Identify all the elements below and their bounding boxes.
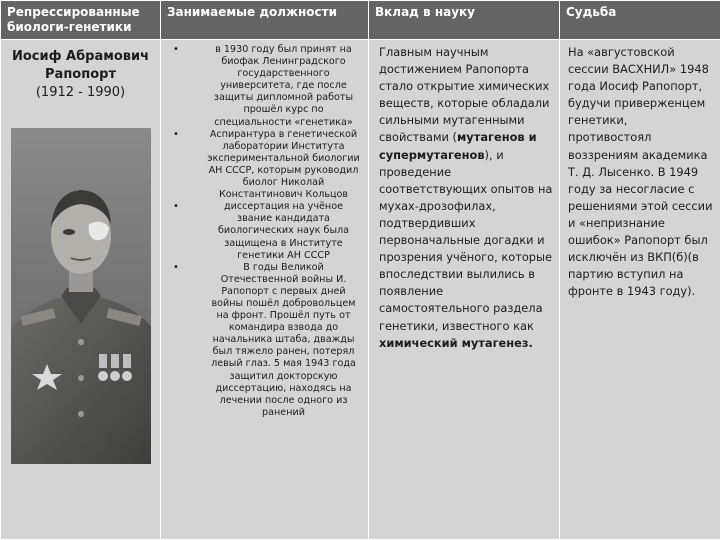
person-years: (1912 - 1990) bbox=[35, 85, 126, 100]
person-name: Иосиф Абрамович Рапопорт bbox=[11, 49, 150, 82]
fate-cell bbox=[560, 40, 720, 540]
science-bold-term: химический мутагенез. bbox=[379, 335, 533, 350]
header-geneticists: Репрессированные биологи-генетики bbox=[1, 1, 161, 40]
science-cell bbox=[369, 40, 560, 540]
list-item: • В годы Великой Отечественной войны И. Рапопорт с первых дней войны пошёл добровольцем на фронт. Прошёл путь от командира взвода до начальника штаба, дважды был тяжело ранен, потерял левый глаз. 5 мая 1943 года защитил докторскую диссертацию, находясь на лечении после одного из ранений bbox=[205, 262, 362, 419]
science-text bbox=[369, 40, 559, 352]
header-fate: Судьба bbox=[560, 1, 720, 40]
fate-text: На «августовской сессии ВАСХНИЛ» 1948 года Иосиф Рапопорт, будучи приверженцем генетики, противостоял воззрениям академика Т. Д. Лысенко. В 1949 году за несогласие с решениями этой сессии и «непризнание ошибок» Рапопорт был исключён из ВКП(б)(в партию вступил на фронте в 1943 году). bbox=[568, 45, 713, 299]
positions-cell bbox=[161, 40, 369, 540]
list-item: • диссертация на учёное звание кандидата биологических наук была защищена в Институте генетики АН СССР bbox=[205, 201, 362, 261]
header-row bbox=[1, 1, 720, 40]
list-item: • Аспирантура в генетической лаборатории Института экспериментальной биологии АН СССР, которым руководил биолог Николай Константинович Кольцов bbox=[205, 129, 362, 202]
science-text-part: ), и проведение соответствующих опытов на мухах-дрозофилах, подтвердивших первоначальные догадки и прозрения учёного, которые впоследствии вылились в появление самостоятельного раздела генетики, известного как bbox=[379, 147, 553, 333]
positions-list bbox=[161, 44, 368, 419]
science-text-part: Главным научным достижением Рапопорта стало открытие химических веществ, которые обладали сильными мутагенными свойствами ( bbox=[379, 45, 550, 145]
header-positions: Занимаемые должности bbox=[161, 1, 369, 40]
header-science: Вклад в науку bbox=[369, 1, 560, 40]
person-cell bbox=[1, 40, 161, 540]
portrait-photo-icon bbox=[11, 128, 151, 464]
science-bold-term: мутагенов и супермутагенов bbox=[379, 130, 537, 162]
table-row bbox=[1, 40, 720, 540]
list-item: • в 1930 году был принят на биофак Ленинградского государственного университета, где после защиты дипломной работы прошёл курс по специальности «генетика» bbox=[205, 44, 362, 129]
